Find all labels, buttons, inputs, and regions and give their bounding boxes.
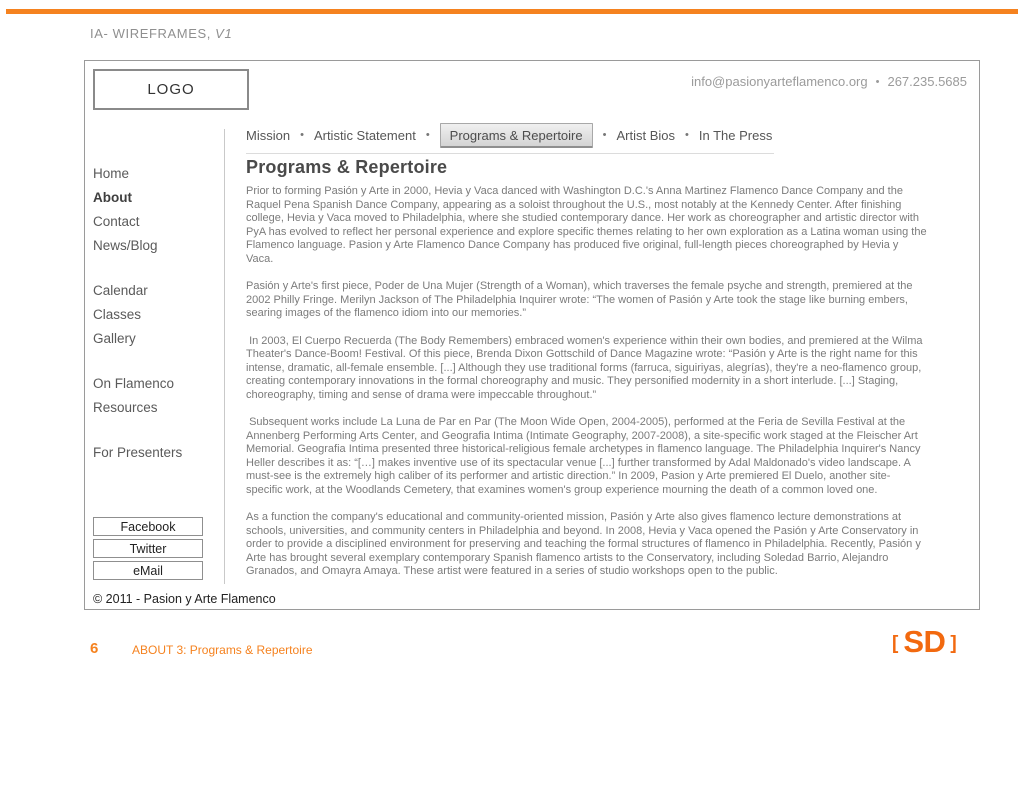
nav-separator: • [602,129,607,141]
nav-separator: • [685,129,689,141]
contact-email-link[interactable]: info@pasionyarteflamenco.org [691,74,868,89]
document-title-text: IA- WIREFRAMES, [90,26,211,41]
sd-logo-text: SD [903,624,946,659]
sidebar-group-presenters [93,441,218,465]
page-number: 6 [90,640,99,657]
social-button-facebook[interactable]: Facebook [93,517,203,536]
sidebar-group-activities [93,279,218,351]
contact-phone[interactable]: 267.235.5685 [887,74,967,89]
content-paragraph: Prior to forming Pasión y Arte in 2000, Hevia y Vaca danced with Washington D.C.'s Anna Martinez Flamenco Dance Company and the Raquel Pena Spanish Dance Company, appearing as a soloist throughout the U.S., most notably at the Kennedy Center. After finishing college, Hevia y Vaca moved to Philadelphia, where she studied contemporary dance. Her work as choreographer and artistic director with PyA has evolved to reflect her personal experience and explore specific themes relating to her own exploration as a Latina woman using the Flamenco language. Pasion y Arte Flamenco Dance Company has produced five original, full-length pieces choreographed by Hevia y Vaca. [246,185,930,265]
content-paragraph: In 2003, El Cuerpo Recuerda (The Body Remembers) embraced women's experience within their own bodies, and premiered at the Wilma Theater's Dance-Boom! Festival. Of this piece, Brenda Dixon Gottschild of Dance Magazine wrote: “Pasión y Arte is the right name for this intense, dramatic, all-female ensemble. [...] Although they use traditional forms (farruca, siguiriyas, alegrías), they're a neo-flamenco group, creating contemporary innovations in the formal choreography and music. They personified modernity in a short interlude. [...] Staging, choreography, timing and sense of drama were impeccable throughout.” [246,334,926,401]
nav-separator: • [300,129,304,141]
copyright-text: © 2011 - Pasion y Arte Flamenco [93,592,276,606]
social-button-twitter[interactable]: Twitter [93,539,203,558]
sd-logo-open-bracket: [ [892,633,899,654]
nav-item-mission[interactable]: Mission [246,127,291,143]
sidebar-item-for-presenters[interactable]: For Presenters [93,445,183,460]
sidebar-group-main [93,162,218,258]
sidebar-group-flamenco [93,372,218,420]
header-contact-info [691,74,967,89]
contact-separator: • [875,75,880,88]
sidebar-item-calendar[interactable]: Calendar [93,283,148,298]
nav-divider-rule [246,153,774,154]
sd-logo-close-bracket: ] [950,633,957,654]
sidebar-item-resources[interactable]: Resources [93,400,158,415]
page-title: Programs & Repertoire [246,157,448,177]
nav-separator: • [425,129,430,141]
logo-label: LOGO [147,81,195,98]
nav-item-programs-repertoire[interactable]: Programs & Repertoire [440,123,593,148]
top-accent-bar [6,9,1018,14]
social-button-email[interactable]: eMail [93,561,203,580]
content-paragraph: Pasión y Arte's first piece, Poder de Una Mujer (Strength of a Woman), which traverses the female psyche and strength, premiered at the 2002 Philly Fringe. Merilyn Jackson of The Philadelphia Inquirer wrote: “The women of Pasión y Arte took the stage like burning embers, searing images of the flamenco idiom into our memories.” [246,280,916,319]
sidebar-item-contact[interactable]: Contact [93,214,140,229]
nav-item-artist-bios[interactable]: Artist Bios [616,127,675,143]
top-navigation [246,121,772,149]
sidebar-item-news-blog[interactable]: News/Blog [93,238,158,253]
content-paragraph: As a function the company's educational and community-oriented mission, Pasión y Arte also gives flamenco lecture demonstrations at schools, universities, and community centers in Philadelphia and beyond. In 2008, Hevia y Vaca opened the Pasión y Arte Conservatory in order to provide a disciplined environment for preserving and teaching the formal structures of flamenco in Philadelphia. Recently, Pasión y Arte has brought several exemplary contemporary Spanish flamenco artists to the Conservatory, including Soledad Barrio, Alejandro Granados, and Omayra Amaya. These artist were featured in a series of studio workshops open to the public. [246,511,924,577]
nav-item-in-the-press[interactable]: In The Press [698,127,773,143]
page-content [246,185,930,593]
sd-studio-logo [892,624,957,660]
sidebar-item-home[interactable]: Home [93,166,130,181]
document-title [90,26,232,41]
social-buttons [93,517,203,583]
logo-placeholder[interactable] [93,69,249,110]
sidebar-divider-line [224,129,225,584]
sidebar-item-classes[interactable]: Classes [93,307,142,322]
sidebar-item-gallery[interactable]: Gallery [93,331,136,346]
content-paragraph: Subsequent works include La Luna de Par en Par (The Moon Wide Open, 2004-2005), performed at the Feria de Sevilla Festival at the Annenberg Performing Arts Center, and Geografia Intima (Intimate Geography, 2007-2008), a site-specific work staged at the Fleischer Art Memorial. Geografia Intima presented three historical-religious female archetypes in flamenco language. The Philadelphia Inquirer's Nancy Heller describes it as: “[…] makes inventive use of its spectacular venue [...] further transformed by Adal Maldonado's video landscape. A must-see is the extremely high caliber of its performer and artistic direction.” In 2009, Pasion y Arte premiered El Duelo, another site-specific work, at the Woodlands Cemetery, that examines women's group experience mourning the death of a common loved one. [246,416,924,496]
wireframe-frame [84,60,980,610]
nav-item-artistic-statement[interactable]: Artistic Statement [313,127,416,143]
sidebar-navigation [93,162,218,486]
sidebar-item-on-flamenco[interactable]: On Flamenco [93,376,175,391]
page-section-label: ABOUT 3: Programs & Repertoire [132,643,313,657]
sidebar-item-about[interactable]: About [93,190,132,205]
document-version: V1 [215,26,233,41]
